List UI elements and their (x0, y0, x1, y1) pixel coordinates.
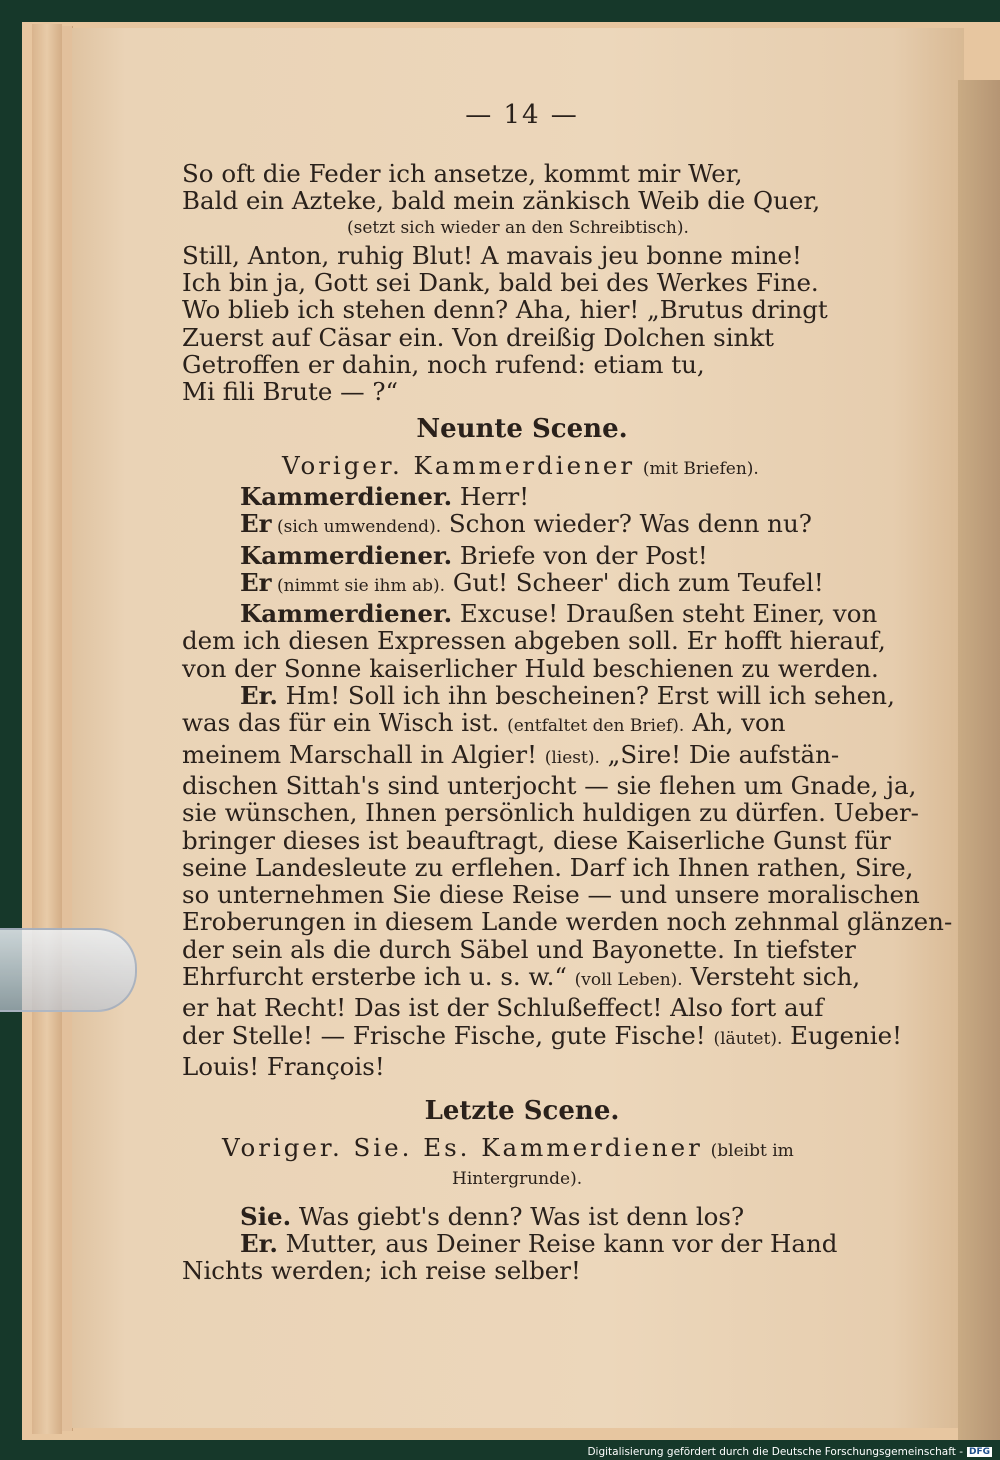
speaker-name: Er. (240, 1229, 278, 1259)
dialogue-cont (182, 1020, 902, 1053)
verse-line: Ich bin ja, Gott sei Dank, bald bei des Werkes Fine. (182, 268, 819, 298)
stage-direction: (liest). (544, 747, 600, 768)
dialogue-cont: Louis! François! (182, 1051, 385, 1081)
dialogue-text: Herr! (452, 481, 530, 511)
stage-direction: (läutet). (713, 1028, 783, 1049)
cast-line (182, 1134, 862, 1165)
verse-line: So oft die Feder ich ansetze, kommt mir Wer, (182, 159, 743, 188)
book-right-shadow (958, 80, 1000, 1440)
speaker-name: Kammerdiener. (240, 481, 453, 511)
cast-note: (bleibt im (710, 1141, 794, 1162)
dialogue-line (182, 542, 862, 569)
scene-heading: Neunte Scene. (416, 413, 628, 444)
cast-note: (mit Briefen). (642, 458, 759, 479)
dialogue-cont: der sein als die durch Säbel und Bayonette. In tiefster (182, 934, 856, 964)
page-number: — 14 — (465, 100, 579, 130)
dialogue-cont: seine Landesleute zu erflehen. Darf ich Ihnen rathen, Sire, (182, 852, 914, 882)
page-text (182, 100, 953, 1286)
dialogue-text: Excuse! Draußen steht Einer, von (452, 599, 878, 629)
speaker-name: Er. (240, 681, 278, 711)
dialogue-text: meinem Marschall in Algier! (182, 739, 545, 769)
dialogue-text: Briefe von der Post! (452, 540, 708, 570)
dialogue-cont: sie wünschen, Ihnen persönlich huldigen zu dürfen. Ueber- (182, 798, 919, 828)
dialogue-text: Gut! Scheer' dich zum Teufel! (445, 567, 824, 597)
cast-names: Voriger. Kammerdiener (282, 450, 636, 480)
verse-line: Wo blieb ich stehen denn? Aha, hier! „Brutus dringt (182, 295, 828, 325)
footer-text: Digitalisierung gefördert durch die Deutsche Forschungsgemeinschaft - (587, 1446, 963, 1458)
book-page-edges (32, 24, 62, 1434)
scene-heading: Letzte Scene. (424, 1096, 620, 1127)
footer-credit (587, 1446, 992, 1458)
dialogue-cont: dem ich diesen Expressen abgeben soll. Er hofft hierauf, (182, 626, 886, 656)
verse-line: Mi fili Brute — ?“ (182, 377, 399, 407)
verse-line: Getroffen er dahin, noch rufend: etiam tu, (182, 350, 705, 380)
dialogue-cont: Nichts werden; ich reise selber! (182, 1256, 581, 1286)
speaker-name: Er (240, 567, 272, 597)
dialogue-line (182, 569, 862, 600)
cast-note-cont: Hintergrunde). (452, 1168, 583, 1189)
dialogue-text: der Stelle! — Frische Fische, gute Fische! (182, 1020, 714, 1050)
dialogue-text: Schon wieder? Was denn nu? (441, 509, 812, 539)
speaker-name: Sie. (240, 1201, 292, 1231)
dialogue-cont: bringer dieses ist beauftragt, diese Kaiserliche Gunst für (182, 825, 891, 855)
cast-line (182, 452, 862, 483)
dialogue-text: Hm! Soll ich ihn bescheinen? Erst will ich sehen, (277, 681, 895, 711)
stage-direction: (nimmt sie ihm ab). (271, 575, 446, 596)
dialogue-line (182, 483, 862, 510)
verse-line: Still, Anton, ruhig Blut! A mavais jeu bonne mine! (182, 240, 802, 270)
stage-direction: (voll Leben). (574, 970, 683, 991)
dialogue-text: Eugenie! (782, 1020, 902, 1050)
stage-direction: (sich umwendend). (271, 517, 442, 538)
page-clip-icon (0, 928, 137, 1012)
dialogue-line (182, 1203, 862, 1230)
cast-names: Voriger. Sie. Es. Kammerdiener (222, 1133, 703, 1163)
dialogue-line (182, 1230, 862, 1257)
dialogue-cont: Eroberungen in diesem Lande werden noch zehnmal glänzen- (182, 907, 953, 937)
dialogue-cont (182, 963, 862, 994)
dialogue-text: Mutter, aus Deiner Reise kann vor der Hand (277, 1229, 838, 1259)
dialogue-text: Versteht sich, (682, 962, 861, 992)
dialogue-cont (182, 709, 862, 740)
dialogue-line (182, 599, 878, 629)
dialogue-text: was das für ein Wisch ist. (182, 708, 508, 738)
dialogue-text: „Sire! Die aufstän- (599, 739, 840, 769)
dialogue-cont: von der Sonne kaiserlicher Huld beschienen zu werden. (182, 653, 879, 683)
dialogue-text: Was giebt's denn? Was ist denn los? (291, 1201, 745, 1231)
dialogue-cont: dischen Sittah's sind unterjocht — sie flehen um Gnade, ja, (182, 770, 917, 800)
dialogue-cont: er hat Recht! Das ist der Schlußeffect! Also fort auf (182, 993, 824, 1023)
dialogue-text: Ehrfurcht ersterbe ich u. s. w.“ (182, 962, 575, 992)
stage-direction: (setzt sich wieder an den Schreibtisch). (347, 217, 689, 238)
dialogue-line (182, 681, 895, 711)
dialogue-cont (182, 741, 862, 772)
dialogue-text: Ah, von (684, 708, 786, 738)
speaker-name: Kammerdiener. (240, 540, 453, 570)
dfg-logo-icon: DFG (968, 1447, 990, 1457)
dialogue-line (182, 510, 862, 541)
verse-line: Zuerst auf Cäsar ein. Von dreißig Dolchen sinkt (182, 322, 775, 352)
dialogue-cont: so unternehmen Sie diese Reise — und unsere moralischen (182, 880, 920, 910)
speaker-name: Kammerdiener. (240, 599, 453, 629)
speaker-name: Er (240, 509, 272, 539)
stage-direction: (entfaltet den Brief). (507, 716, 685, 737)
verse-line: Bald ein Azteke, bald mein zänkisch Weib die Quer, (182, 186, 821, 216)
